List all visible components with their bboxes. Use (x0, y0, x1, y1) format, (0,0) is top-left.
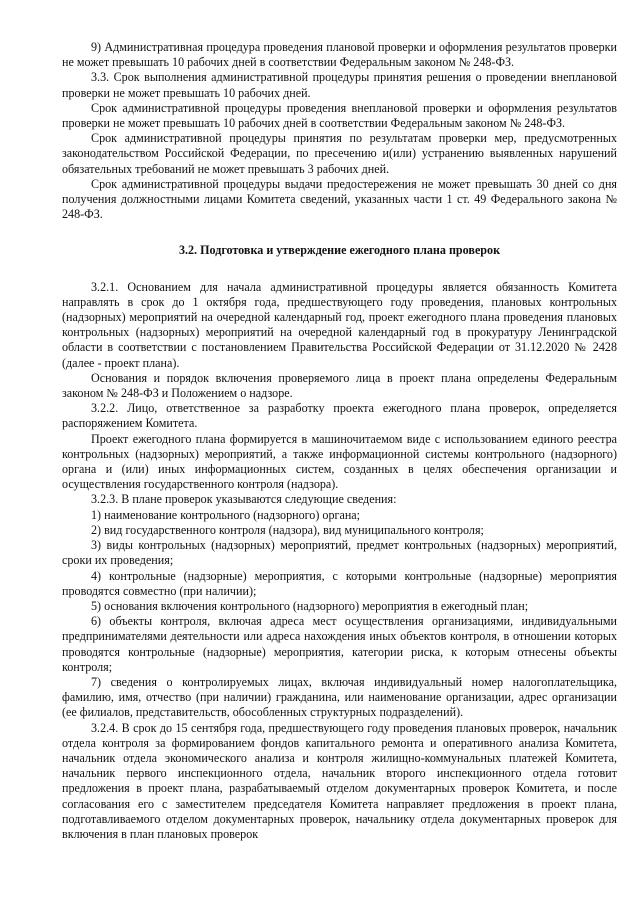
list-item-2: 2) вид государственного контроля (надзора), вид муниципального контроля; (91, 522, 484, 537)
list-item-7: 7) сведения о контролируемых лицах, включая индивидуальный номер налогоплательщика, фамилию, имя, отчество (при наличии) гражданина, или наименование организации, адрес организации (ее филиалов, представительств, обособленных структурных подразделений). (62, 674, 617, 720)
list-item-5: 5) основания включения контрольного (надзорного) мероприятия в ежегодный план; (91, 598, 529, 613)
section-heading: 3.2. Подготовка и утверждение ежегодного плана проверок (178, 243, 501, 258)
paragraph-grounds: Основания и порядок включения проверяемого лица в проект плана определены Федеральным законом № 248-ФЗ и Положением о надзоре. (62, 370, 617, 401)
document-page (62, 40, 617, 842)
paragraph-3-2-2: 3.2.2. Лицо, ответственное за разработку проекта ежегодного плана проверок, определяется распоряжением Комитета. (62, 401, 617, 431)
paragraph-3-2-1: 3.2.1. Основанием для начала административной процедуры является обязанность Комитета направлять в срок до 1 октября года, предшествующего году проведения, плановых контрольных (надзорных) мероприятий на очередной календарный год, проект ежегодного плана проведения плановых контрольных (надзорных) мероприятий на очередной календарный год в прокуратуру Ленинградской области в соответствии с постановлением Правительства Российской Федерации от 31.12.2020 № 2428 (далее - проект плана). (62, 279, 617, 370)
paragraph-unscheduled-term: Срок административной процедуры проведения внеплановой проверки и оформления результатов проверки не может превышать 10 рабочих дней в соответствии Федеральным законом № 248-ФЗ. (62, 100, 617, 131)
paragraph-item-9: 9) Административная процедура проведения плановой проверки и оформления результатов проверки не может превышать 10 рабочих дней в соответствии Федеральным законом № 248-ФЗ. (62, 40, 617, 70)
paragraph-warning-term: Срок административной процедуры выдачи предостережения не может превышать 30 дней со дня получения должностными лицами Комитета сведений, указанных части 1 ст. 49 Федерального закона № 248-ФЗ. (62, 176, 617, 222)
list-item-4: 4) контрольные (надзорные) мероприятия, с которыми контрольные (надзорные) мероприятия проводятся совместно (при наличии); (62, 568, 617, 598)
list-item-3: 3) виды контрольных (надзорных) мероприятий, предмет контрольных (надзорных) мероприятий, сроки их проведения; (62, 538, 617, 568)
paragraph-plan-format: Проект ежегодного плана формируется в машиночитаемом виде с использованием единого реестра контрольных (надзорных) мероприятий, а также информационной системы контрольного (надзорного) органа и (или) иных информационных систем, созданных в целях обеспечения организации и осуществления государственного контроля (надзора). (62, 431, 617, 492)
list-item-6: 6) объекты контроля, включая адреса мест осуществления организациями, индивидуальными предпринимателями деятельности или адреса нахождения иных объектов контроля, в отношении которых проводятся контрольные (надзорные) мероприятия, категории риска, к которым отнесены объекты контроля; (62, 614, 617, 674)
paragraph-3-2-3: 3.2.3. В плане проверок указываются следующие сведения: (91, 492, 397, 507)
list-item-1: 1) наименование контрольного (надзорного) органа; (91, 507, 361, 522)
paragraph-3-3: 3.3. Срок выполнения административной процедуры принятия решения о проведении внеплановой проверки не может превышать 10 рабочих дней. (62, 70, 617, 100)
paragraph-3-2-4: 3.2.4. В срок до 15 сентября года, предшествующего году проведения плановых проверок, начальник отдела контроля за формированием фондов капитального ремонта и оперативного анализа Комитета, начальник отдела экономического анализа и контроля жилищно-коммунальных платежей Комитета, начальник первого инспекционного отдела, начальник второго инспекционного отдела готовит предложения в проект плана, разрабатываемый отделом документарных проверок Комитета, и после согласования его с заместителем председателя Комитета направляет предложения в проект плана, подготавливаемого отделом документарных проверок, начальнику отдела документарных проверок для включения в план плановых проверок (62, 720, 617, 841)
paragraph-measures-term: Срок административной процедуры принятия по результатам проверки мер, предусмотренных законодательством Российской Федерации, по пресечению и(или) устранению выявленных нарушений обязательных требований не может превышать 3 рабочих дней. (62, 131, 617, 176)
